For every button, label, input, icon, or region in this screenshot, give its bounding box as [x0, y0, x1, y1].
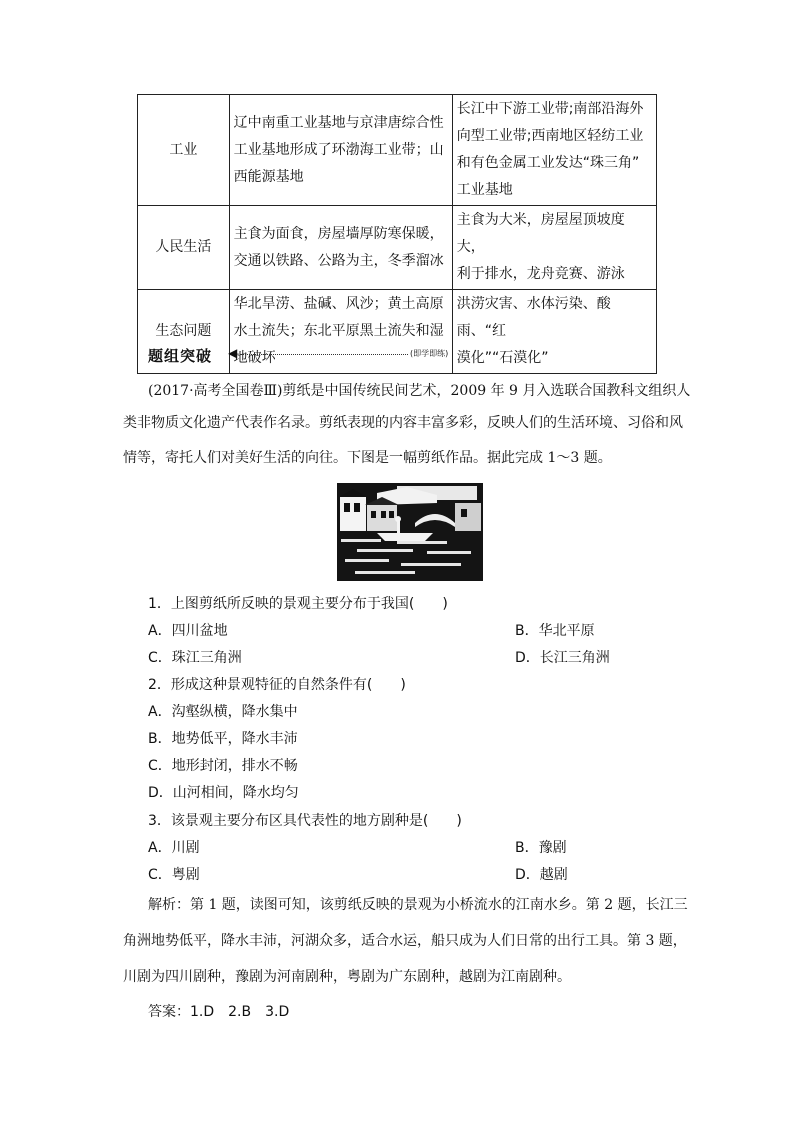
question-stem: 3．该景观主要分布区具代表性的地方剧种是( ) — [148, 813, 462, 829]
arrow-left-icon: ◀ — [228, 346, 238, 360]
option: D．长江三角洲 — [515, 650, 610, 666]
analysis-line: 解析：第 1 题，读图可知，该剪纸反映的景观为小桥流水的江南水乡。第 2 题，长江三 — [148, 897, 688, 913]
option: C．地形封闭，排水不畅 — [148, 758, 298, 774]
south-cell: 洪涝灾害、水体污染、酸雨、“红 漠化”“石漠化” — [452, 290, 656, 374]
intro-line: 类非物质文化遗产代表作名录。剪纸表现的内容丰富多彩，反映人们的生活环境、习俗和风 — [123, 415, 683, 431]
analysis-line: 角洲地势低平，降水丰沛，河湖众多，适合水运，船只成为人们日常的出行工具。第 3 题， — [123, 933, 687, 949]
south-cell: 长江中下游工业带;南部沿海外 向型工业带;西南地区轻纺工业 和有色金属工业发达“珠三角” 工业基地 — [452, 95, 656, 206]
north-cell: 辽中南重工业基地与京津唐综合性 工业基地形成了环渤海工业带；山 西能源基地 — [229, 95, 452, 206]
answer: 答案：1.D 2.B 3.D — [148, 1004, 290, 1020]
table-row — [138, 290, 657, 374]
option: D．山河相间，降水均匀 — [148, 785, 299, 801]
option: A．四川盆地 — [148, 623, 228, 639]
option: D．越剧 — [515, 867, 568, 883]
row-label: 生态问题 — [138, 290, 230, 374]
intro-line: (2017·高考全国卷Ⅲ)剪纸是中国传统民间艺术，2009 年 9 月入选联合国教科文组织人 — [148, 383, 691, 399]
section-title: 题组突破 — [148, 347, 213, 365]
option: B．地势低平，降水丰沛 — [148, 731, 298, 747]
divider — [240, 354, 408, 355]
north-cell: 主食为面食，房屋墙厚防寒保暖， 交通以铁路、公路为主，冬季溜冰 — [229, 206, 452, 290]
row-label: 工业 — [138, 95, 230, 206]
paper-cut-image — [337, 483, 483, 581]
comparison-table — [137, 94, 657, 374]
table-row — [138, 95, 657, 206]
question-stem: 2．形成这种景观特征的自然条件有( ) — [148, 677, 406, 693]
option: A．川剧 — [148, 840, 200, 856]
analysis-line: 川剧为四川剧种，豫剧为河南剧种，粤剧为广东剧种，越剧为江南剧种。 — [123, 969, 571, 985]
canal-town-paper-cut-icon — [337, 483, 483, 581]
question-stem: 1．上图剪纸所反映的景观主要分布于我国( ) — [148, 596, 448, 612]
north-cell: 华北旱涝、盐碱、风沙；黄土高原 水土流失；东北平原黑土流失和湿 地破坏 — [229, 290, 452, 374]
option: C．粤剧 — [148, 867, 200, 883]
option: C．珠江三角洲 — [148, 650, 242, 666]
option: B．华北平原 — [515, 623, 595, 639]
option: A．沟壑纵横，降水集中 — [148, 704, 298, 720]
row-label: 人民生活 — [138, 206, 230, 290]
south-cell: 主食为大米，房屋屋顶坡度大， 利于排水，龙舟竞赛、游泳 — [452, 206, 656, 290]
option: B．豫剧 — [515, 840, 567, 856]
intro-line: 情等，寄托人们对美好生活的向往。下图是一幅剪纸作品。据此完成 1～3 题。 — [123, 450, 612, 466]
section-tag: (即学即练) — [410, 349, 449, 358]
table-row — [138, 206, 657, 290]
